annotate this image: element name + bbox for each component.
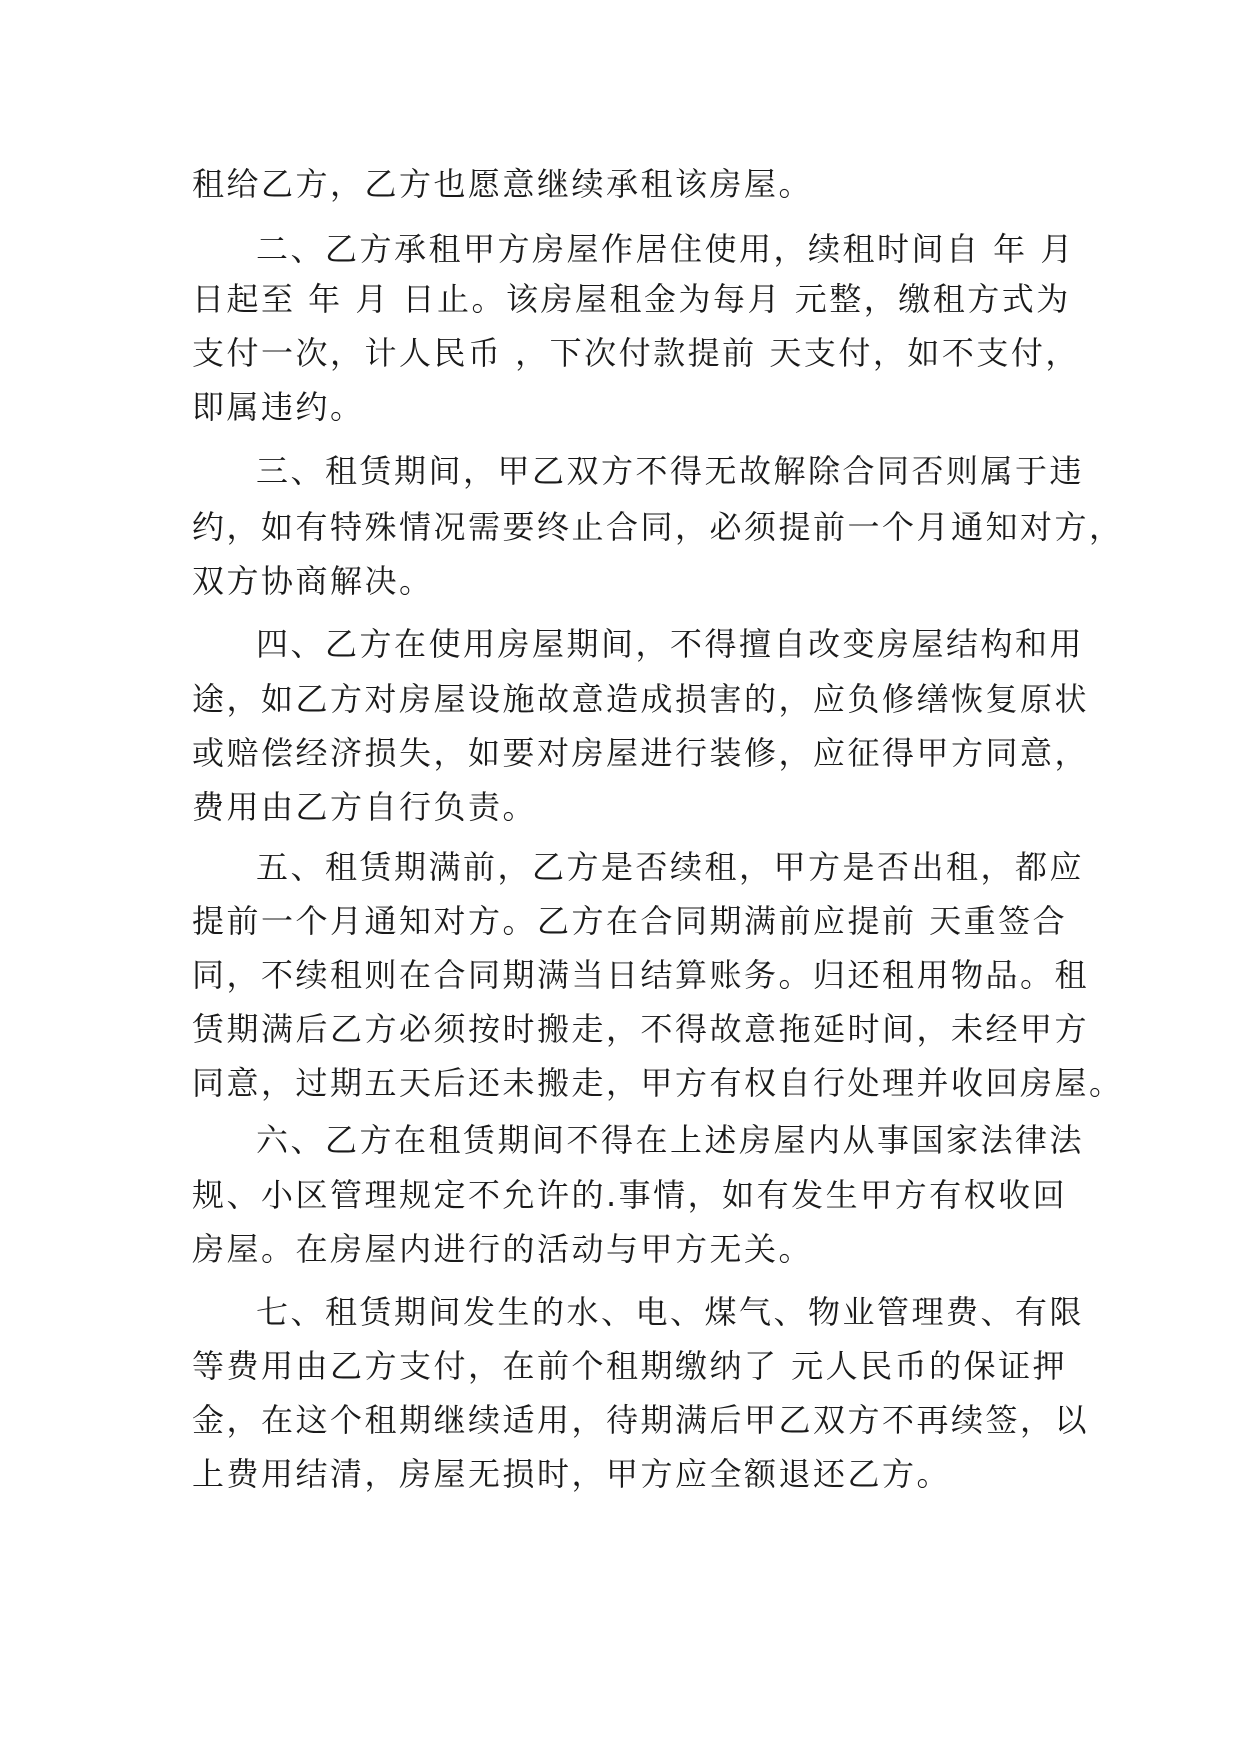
clause-5-line-1: 五、租赁期满前，乙方是否续租，甲方是否出租，都应 (256, 848, 1085, 886)
clause-7-line-3: 金，在这个租期继续适用，待期满后甲乙双方不再续签，以 (192, 1401, 1090, 1439)
clause-6-line-1: 六、乙方在租赁期间不得在上述房屋内从事国家法律法 (256, 1121, 1085, 1159)
clause-7-line-1: 七、租赁期间发生的水、电、煤气、物业管理费、有限 (256, 1293, 1085, 1331)
clause-5-line-2: 提前一个月通知对方。乙方在合同期满前应提前 天重签合 (192, 902, 1068, 940)
clause-7-line-2: 等费用由乙方支付，在前个租期缴纳了 元人民币的保证押 (192, 1347, 1068, 1385)
clause-6-line-2: 规、小区管理规定不允许的.事情，如有发生甲方有权收回 (192, 1176, 1068, 1214)
clause-4-line-3: 或赔偿经济损失，如要对房屋进行装修，应征得甲方同意， (192, 734, 1090, 772)
clause-5-line-3: 同，不续租则在合同期满当日结算账务。归还租用物品。租 (192, 956, 1090, 994)
clause-4-line-4: 费用由乙方自行负责。 (192, 788, 538, 826)
clause-3-line-2: 约，如有特殊情况需要终止合同，必须提前一个月通知对方， (192, 508, 1124, 546)
text-line: 租给乙方，乙方也愿意继续承租该房屋。 (192, 165, 814, 203)
clause-2-line-4: 即属违约。 (192, 388, 365, 426)
clause-2-line-1: 二、乙方承租甲方房屋作居住使用，续租时间自 年 月 (256, 230, 1075, 268)
clause-4-line-1: 四、乙方在使用房屋期间，不得擅自改变房屋结构和用 (256, 625, 1085, 663)
clause-6-line-3: 房屋。在房屋内进行的活动与甲方无关。 (192, 1230, 814, 1268)
clause-7-line-4: 上费用结清，房屋无损时，甲方应全额退还乙方。 (192, 1455, 952, 1493)
clause-3-line-1: 三、租赁期间，甲乙双方不得无故解除合同否则属于违 (256, 452, 1085, 490)
clause-2-line-2: 日起至 年 月 日止。该房屋租金为每月 元整，缴租方式为 (192, 280, 1071, 318)
clause-2-line-3: 支付一次，计人民币 ，下次付款提前 天支付，如不支付， (192, 334, 1080, 372)
clause-5-line-5: 同意，过期五天后还未搬走，甲方有权自行处理并收回房屋。 (192, 1064, 1124, 1102)
clause-5-line-4: 赁期满后乙方必须按时搬走，不得故意拖延时间，未经甲方 (192, 1010, 1090, 1048)
clause-3-line-3: 双方协商解决。 (192, 562, 434, 600)
clause-4-line-2: 途，如乙方对房屋设施故意造成损害的，应负修缮恢复原状 (192, 680, 1090, 718)
